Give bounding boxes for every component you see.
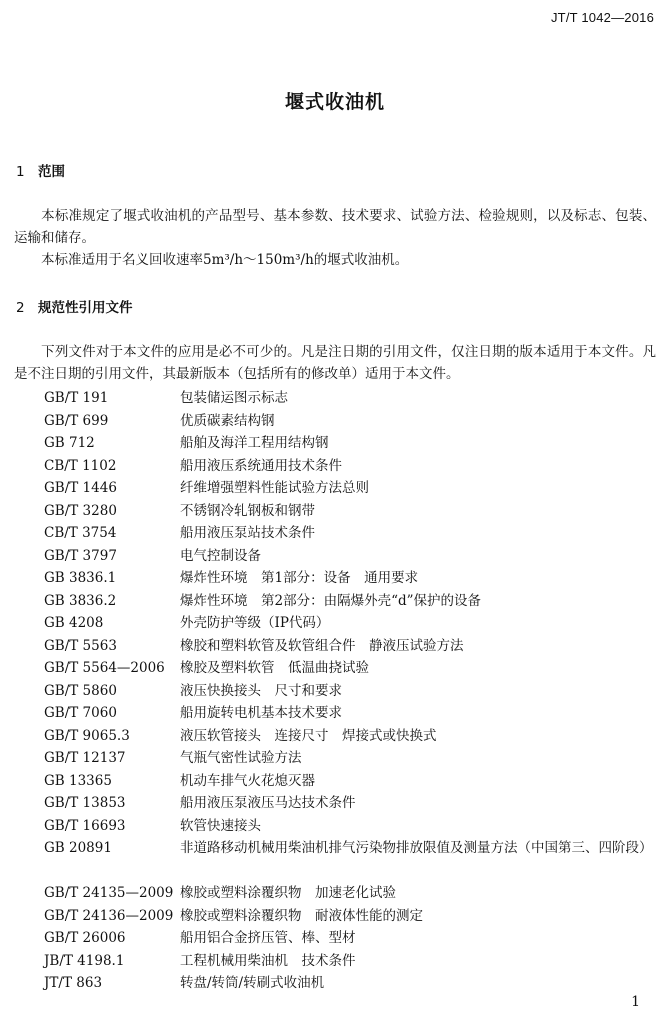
- scope-paragraph-2: [14, 249, 656, 271]
- reference-title: 船用旋转电机基本技术要求: [180, 705, 342, 721]
- section-2-heading: [16, 296, 133, 316]
- reference-code: GB/T 26006: [44, 930, 126, 946]
- standard-code: JT/T 1042—2016: [550, 10, 654, 25]
- reference-code: GB 20891: [44, 840, 112, 856]
- reference-item: [44, 702, 664, 725]
- reference-item: [44, 747, 664, 770]
- reference-title: 气瓶气密性试验方法: [180, 750, 302, 766]
- reference-item: [44, 792, 664, 815]
- reference-code: GB 712: [44, 435, 95, 451]
- reference-title: 液压软管接头 连接尺寸 焊接式或快换式: [180, 727, 437, 744]
- reference-title: 船用液压泵站技术条件: [180, 525, 315, 541]
- reference-title: 电气控制设备: [180, 547, 261, 564]
- paragraph-text: 本标准规定了堰式收油机的产品型号、基本参数、技术要求、试验方法、检验规则，以及标志、包装、运输和储存。: [14, 208, 656, 246]
- reference-code: GB/T 7060: [44, 705, 117, 721]
- reference-item: [44, 410, 664, 433]
- reference-item: [44, 657, 664, 680]
- reference-title: 包装储运图示标志: [180, 390, 288, 406]
- document-title: 堰式收油机: [284, 91, 385, 113]
- reference-item: [44, 500, 664, 523]
- reference-code: GB/T 3280: [44, 502, 117, 519]
- section-number: 1: [16, 164, 25, 180]
- reference-code: GB/T 699: [44, 412, 109, 429]
- reference-code: GB/T 5563: [44, 637, 117, 654]
- reference-item: [44, 725, 664, 748]
- reference-code: GB 3836.1: [44, 570, 117, 586]
- reference-title: 爆炸性环境 第1部分：设备 通用要求: [180, 570, 419, 586]
- reference-item: [44, 545, 664, 568]
- reference-code: GB 3836.2: [44, 592, 117, 609]
- reference-title: 机动车排气火花熄灭器: [180, 772, 315, 789]
- reference-code: GB/T 1446: [44, 480, 117, 496]
- reference-code: GB/T 16693: [44, 817, 126, 834]
- reference-code: JB/T 4198.1: [44, 952, 125, 969]
- reference-code: GB/T 3797: [44, 547, 117, 564]
- reference-item: [44, 522, 664, 545]
- reference-title: 外壳防护等级（IP代码）: [180, 615, 330, 631]
- reference-item: [44, 882, 664, 905]
- reference-item: [44, 590, 664, 613]
- reference-code: GB/T 12137: [44, 750, 126, 766]
- paragraph-text: 下列文件对于本文件的应用是必不可少的。凡是注日期的引用文件，仅注日期的版本适用于本文件。凡是不注日期的引用文件，其最新版本（包括所有的修改单）适用于本文件。: [14, 344, 656, 382]
- reference-item: [44, 477, 664, 500]
- normative-refs-intro: [14, 341, 656, 385]
- reference-item: [44, 432, 664, 455]
- reference-title: 爆炸性环境 第2部分：由隔爆外壳“d”保护的设备: [180, 592, 482, 609]
- reference-title: 转盘/转筒/转刷式收油机: [180, 975, 325, 991]
- reference-code: GB 13365: [44, 772, 112, 789]
- page-number: 1: [631, 994, 640, 1010]
- reference-code: GB/T 5860: [44, 682, 117, 699]
- reference-title: 纤维增强塑料性能试验方法总则: [180, 480, 369, 496]
- reference-item: [44, 837, 664, 882]
- reference-item: [44, 680, 664, 703]
- reference-title: 船用液压泵液压马达技术条件: [180, 795, 356, 811]
- reference-list: [44, 387, 664, 995]
- paragraph-text: 本标准适用于名义回收速率5m³/h～150m³/h的堰式收油机。: [41, 252, 409, 268]
- reference-code: GB/T 13853: [44, 795, 126, 811]
- reference-title: 软管快速接头: [180, 817, 261, 834]
- section-1-heading: [16, 160, 65, 180]
- reference-item: [44, 815, 664, 838]
- reference-title: 橡胶或塑料涂覆织物 耐液体性能的测定: [180, 907, 423, 924]
- reference-item: [44, 905, 664, 928]
- reference-title: 优质碳素结构钢: [180, 412, 275, 429]
- reference-code: GB/T 5564—2006: [44, 660, 165, 676]
- reference-item: [44, 770, 664, 793]
- reference-title: 液压快换接头 尺寸和要求: [180, 682, 342, 699]
- reference-code: GB/T 9065.3: [44, 727, 130, 744]
- reference-item: [44, 567, 664, 590]
- reference-title: 不锈钢冷轧钢板和钢带: [180, 502, 315, 519]
- reference-item: [44, 950, 664, 973]
- reference-item: [44, 635, 664, 658]
- reference-item: [44, 387, 664, 410]
- scope-paragraph-1: [14, 205, 656, 249]
- reference-title: 橡胶和塑料软管及软管组合件 静液压试验方法: [180, 637, 464, 654]
- reference-item: [44, 927, 664, 950]
- reference-title: 船用铝合金挤压管、棒、型材: [180, 930, 356, 946]
- reference-title: 橡胶及塑料软管 低温曲挠试验: [180, 660, 369, 676]
- reference-code: GB 4208: [44, 615, 104, 631]
- reference-code: GB/T 24135—2009: [44, 885, 174, 901]
- reference-code: JT/T 863: [44, 975, 103, 991]
- reference-code: GB/T 24136—2009: [44, 907, 174, 924]
- reference-item: [44, 972, 664, 995]
- reference-title: 船舶及海洋工程用结构钢: [180, 435, 329, 451]
- section-title: 范围: [38, 164, 65, 180]
- reference-item: [44, 455, 664, 478]
- section-title: 规范性引用文件: [38, 300, 133, 316]
- reference-title: 工程机械用柴油机 技术条件: [180, 952, 356, 969]
- reference-code: GB/T 191: [44, 390, 109, 406]
- reference-code: CB/T 1102: [44, 457, 117, 474]
- reference-item: [44, 612, 664, 635]
- reference-title: 非道路移动机械用柴油机排气污染物排放限值及测量方法（中国第三、四阶段）: [180, 840, 653, 856]
- reference-code: CB/T 3754: [44, 525, 117, 541]
- section-number: 2: [16, 300, 25, 316]
- reference-title: 船用液压系统通用技术条件: [180, 457, 342, 474]
- reference-title: 橡胶或塑料涂覆织物 加速老化试验: [180, 885, 396, 901]
